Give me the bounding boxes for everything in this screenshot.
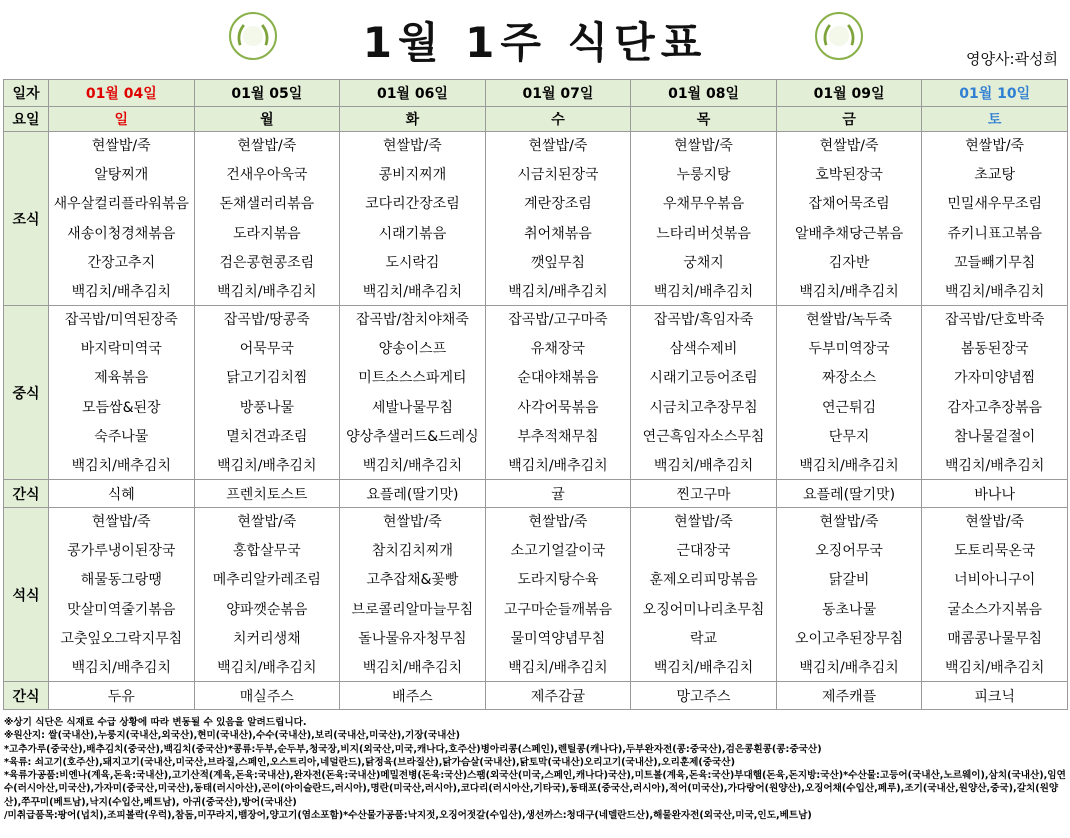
date-cell: 01월 09일 bbox=[776, 80, 922, 107]
weekday-cell: 토 bbox=[922, 107, 1068, 132]
lunch-label: 중식 bbox=[4, 306, 49, 480]
menu-item-list bbox=[340, 136, 485, 302]
date-cell: 01월 08일 bbox=[631, 80, 777, 107]
menu-item: 고추잡채&꽃빵 bbox=[366, 572, 459, 589]
menu-item: 숙주나물 bbox=[94, 428, 149, 445]
dinner-cell bbox=[776, 508, 922, 682]
weekday-label: 요일 bbox=[4, 107, 49, 132]
menu-item: 맛살미역줄기볶음 bbox=[67, 601, 176, 618]
menu-item-list bbox=[195, 310, 340, 476]
menu-item: 양상추샐러드&드레싱 bbox=[346, 428, 479, 445]
lunch-cell bbox=[340, 306, 486, 480]
weekday-cell: 화 bbox=[340, 107, 486, 132]
lunch-cell bbox=[631, 306, 777, 480]
menu-item-list bbox=[922, 310, 1067, 476]
menu-item: 참치김치찌개 bbox=[371, 543, 453, 560]
menu-item: 두부미역장국 bbox=[808, 341, 890, 358]
snack-row-1 bbox=[4, 480, 1068, 508]
menu-item: 시금치된장국 bbox=[517, 167, 599, 184]
menu-item: 현쌀밥/죽 bbox=[674, 514, 733, 530]
menu-item: 멸치견과조림 bbox=[226, 428, 308, 445]
menu-item: 돌나물유자청무침 bbox=[358, 630, 467, 647]
school-logo-right bbox=[815, 12, 863, 60]
menu-item: 현쌀밥/죽 bbox=[819, 138, 879, 154]
menu-item: 현쌀밥/죽 bbox=[674, 138, 733, 154]
menu-item: 백김치/배추김치 bbox=[799, 659, 899, 676]
menu-item: 미트소스스파게티 bbox=[358, 370, 467, 387]
menu-item: 동초나물 bbox=[822, 601, 877, 618]
menu-item: 백김치/배추김치 bbox=[71, 457, 171, 474]
menu-item: 삼색수제비 bbox=[669, 341, 738, 358]
page-title: 1월 1주 식단표 bbox=[362, 18, 708, 67]
note-line: ※원산지: 쌀(국내산),누룽지(국내산,외국산),현미(국내산),수수(국내산),보리(국내산,미국산),기장(국내산) bbox=[4, 730, 461, 742]
menu-item: 간장고추지 bbox=[87, 254, 156, 271]
menu-item: 백김치/배추김치 bbox=[944, 283, 1045, 300]
menu-item: 백김치/배추김치 bbox=[71, 659, 171, 676]
menu-item: 고구마순들깨볶음 bbox=[503, 601, 613, 618]
snack-item: 찐고구마 bbox=[631, 480, 777, 508]
menu-item: 유채장국 bbox=[530, 341, 586, 358]
menu-item-list bbox=[777, 136, 922, 302]
menu-item: 양송이스프 bbox=[378, 341, 447, 358]
snack-item: 망고주스 bbox=[631, 682, 777, 710]
lunch-row bbox=[4, 306, 1068, 480]
menu-item: 단무지 bbox=[828, 428, 870, 445]
menu-item-list bbox=[195, 136, 340, 302]
menu-item: 현쌀밥/죽 bbox=[382, 138, 442, 154]
menu-item: 콩비지찌개 bbox=[378, 167, 447, 184]
breakfast-cell bbox=[485, 132, 631, 306]
snack-item: 제주감귤 bbox=[485, 682, 631, 710]
menu-item: 백김치/배추김치 bbox=[362, 283, 463, 300]
note-line: /미취급품목:팡어(넙치),조피볼락(우럭),참돔,미꾸라지,뱀장어,양고기(염소포함)*수산물가공품:낙지젓,오징어젓갈(수입산),생선까스:청대구(네델란드산),해물완자전(외국산,미국,인도,베트남) bbox=[4, 810, 812, 822]
snack-item: 프렌치토스트 bbox=[194, 480, 340, 508]
leaf-wreath-icon bbox=[817, 14, 861, 58]
dinner-cell bbox=[340, 508, 486, 682]
breakfast-row bbox=[4, 132, 1068, 306]
menu-item: 취어채볶음 bbox=[524, 225, 592, 242]
menu-item: 현쌀밥/죽 bbox=[91, 514, 151, 530]
menu-item: 도라지탕수육 bbox=[517, 572, 599, 589]
menu-item: 잡곡밥/땅콩죽 bbox=[223, 312, 310, 328]
snack-item: 두유 bbox=[49, 682, 195, 710]
page-header bbox=[0, 0, 1070, 80]
menu-item: 현쌀밥/죽 bbox=[237, 514, 297, 530]
menu-item: 백김치/배추김치 bbox=[799, 283, 899, 300]
menu-item: 백김치/배추김치 bbox=[362, 457, 463, 474]
weekday-cell: 목 bbox=[631, 107, 777, 132]
menu-item: 호박된장국 bbox=[815, 167, 883, 184]
menu-item: 제육볶음 bbox=[94, 370, 149, 387]
snack-item: 귤 bbox=[485, 480, 631, 508]
menu-item: 궁채지 bbox=[683, 254, 724, 271]
menu-item: 시래기볶음 bbox=[378, 225, 447, 242]
note-line: *육류가공품:비엔나(계육,돈육:국내산),고기산적(계육,돈육:국내산),완자전(돈육:국내산)메밀전병(돈육:국산)스팸(외국산(미국,스페인,캐나다)국산),미트볼(계육,돈육:국산)부대햄(돈육,돈지방:국산)*수산물:고등어(국내산,노르웨이),삼치(국내산),임연수(러시아산,미국산),가자미(중국산,미국산),동태(러시아산),곤이(아이슬란드,러시아),명란(미국산,러시아),코다리(러시아산,기타국),동태포(중국산,러시아),적어(미국산),가다랑어(원양산),오징어채(수입산,페루),조기(국내산,원양산,중국),갈치(원양산),쭈꾸미(베트남),낙지(수입산,베트남), 아귀(중국산),방어(국내산) bbox=[4, 770, 1066, 808]
menu-item: 현쌀밥/죽 bbox=[91, 138, 151, 154]
breakfast-cell bbox=[776, 132, 922, 306]
menu-item-list bbox=[340, 512, 485, 678]
menu-item: 백김치/배추김치 bbox=[653, 283, 754, 300]
breakfast-cell bbox=[922, 132, 1068, 306]
menu-item-list bbox=[49, 136, 194, 302]
menu-item: 연근흑임자소스무침 bbox=[642, 428, 765, 445]
menu-item: 건새우아욱국 bbox=[226, 167, 308, 184]
weekday-row bbox=[4, 107, 1068, 132]
snack-item: 식혜 bbox=[49, 480, 195, 508]
menu-item: 콩가루냉이된장국 bbox=[67, 543, 176, 560]
snack-row-2 bbox=[4, 682, 1068, 710]
snack-label: 간식 bbox=[4, 480, 49, 508]
menu-item: 민밀새우무조림 bbox=[947, 196, 1043, 213]
date-cell: 01월 04일 bbox=[49, 80, 195, 107]
weekday-cell: 수 bbox=[485, 107, 631, 132]
menu-item: 돈채샐러리볶음 bbox=[219, 196, 315, 213]
lunch-cell bbox=[194, 306, 340, 480]
menu-item: 백김치/배추김치 bbox=[508, 659, 608, 676]
menu-item: 백김치/배추김치 bbox=[944, 457, 1045, 474]
menu-item-list bbox=[631, 512, 776, 678]
dinner-cell bbox=[922, 508, 1068, 682]
menu-item: 시금치고추장무침 bbox=[649, 399, 758, 416]
menu-item: 현쌀밥/녹두죽 bbox=[806, 312, 893, 328]
note-line: *육류: 쇠고기(호주산),돼지고기(국내산,미국산,브라질,스페인,오스트리아,네덜란드),닭정육(브라질산),닭가슴살(국내산),닭토막(국내산)오리고기(국내산),오리훈제(중국산) bbox=[4, 756, 735, 768]
menu-item: 고춧잎오그락지무침 bbox=[60, 630, 183, 647]
menu-item: 백김치/배추김치 bbox=[799, 457, 899, 474]
menu-item: 닭고기김치찜 bbox=[226, 370, 308, 387]
weekly-menu-table bbox=[3, 79, 1068, 710]
date-cell: 01월 10일 bbox=[922, 80, 1068, 107]
menu-item-list bbox=[486, 512, 631, 678]
menu-item-list bbox=[49, 310, 194, 476]
menu-item-list bbox=[486, 136, 631, 302]
snack-item: 바나나 bbox=[922, 480, 1068, 508]
menu-item: 잡곡밥/미역된장죽 bbox=[64, 312, 178, 328]
menu-item-list bbox=[777, 310, 922, 476]
menu-item: 알배추채당근볶음 bbox=[794, 225, 904, 242]
menu-item: 방풍나물 bbox=[239, 399, 294, 416]
nutritionist-name: 영양사:곽성희 bbox=[966, 50, 1058, 68]
menu-item: 알탕찌개 bbox=[94, 167, 149, 184]
menu-item: 백김치/배추김치 bbox=[944, 659, 1045, 676]
menu-item-list bbox=[49, 512, 194, 678]
dinner-cell bbox=[631, 508, 777, 682]
dinner-cell bbox=[485, 508, 631, 682]
dinner-row bbox=[4, 508, 1068, 682]
menu-item: 잡곡밥/참치야채죽 bbox=[355, 312, 469, 328]
menu-item: 소고기얼갈이국 bbox=[510, 543, 606, 560]
menu-item: 순대야채볶음 bbox=[517, 370, 599, 387]
menu-item: 느타리버섯볶음 bbox=[656, 225, 751, 242]
weekday-cell: 월 bbox=[194, 107, 340, 132]
breakfast-cell bbox=[340, 132, 486, 306]
menu-item: 백김치/배추김치 bbox=[508, 457, 608, 474]
snack-item: 요플레(딸기맛) bbox=[340, 480, 486, 508]
lunch-cell bbox=[922, 306, 1068, 480]
breakfast-cell bbox=[631, 132, 777, 306]
menu-item: 너비아니구이 bbox=[954, 572, 1036, 589]
menu-item: 계란장조림 bbox=[524, 196, 592, 213]
menu-item: 백김치/배추김치 bbox=[362, 659, 463, 676]
snack-item: 매실주스 bbox=[194, 682, 340, 710]
menu-item-list bbox=[777, 512, 922, 678]
menu-item: 백김치/배추김치 bbox=[653, 457, 754, 474]
menu-item: 굴소스가지볶음 bbox=[947, 601, 1043, 618]
menu-item: 현쌀밥/죽 bbox=[819, 514, 879, 530]
menu-item-list bbox=[631, 310, 776, 476]
snack-item: 배주스 bbox=[340, 682, 486, 710]
weekday-cell: 일 bbox=[49, 107, 195, 132]
menu-item: 백김치/배추김치 bbox=[217, 659, 317, 676]
snack-item: 제주캐플 bbox=[776, 682, 922, 710]
menu-item: 현쌀밥/죽 bbox=[965, 514, 1025, 530]
menu-item: 브로콜리알마늘무침 bbox=[351, 601, 474, 618]
menu-item: 봄동된장국 bbox=[960, 341, 1029, 358]
menu-item: 치커리생채 bbox=[233, 630, 301, 647]
dinner-cell bbox=[49, 508, 195, 682]
breakfast-label: 조식 bbox=[4, 132, 49, 306]
lunch-cell bbox=[49, 306, 195, 480]
date-cell: 01월 05일 bbox=[194, 80, 340, 107]
lunch-cell bbox=[485, 306, 631, 480]
menu-item: 오징어미나리초무침 bbox=[642, 601, 765, 618]
menu-item: 백김치/배추김치 bbox=[653, 659, 754, 676]
menu-item: 꼬들빼기무침 bbox=[954, 254, 1036, 271]
menu-item-list bbox=[631, 136, 776, 302]
menu-item: 감자고추장볶음 bbox=[947, 399, 1043, 416]
origin-notes bbox=[4, 716, 1066, 822]
menu-item: 연근튀김 bbox=[822, 399, 877, 416]
menu-item: 우채무우볶음 bbox=[662, 196, 745, 213]
menu-item: 짜장소스 bbox=[822, 370, 877, 387]
note-line: *고추가루(중국산),배추김치(중국산),백김치(중국산)*콩류:두부,순두부,청국장,비지(외국산,미국,캐나다,호주산)병아리콩(스페인),렌틸콩(캐나다),두부완자전(콩:중국산),검은콩흰콩(콩:중국산) bbox=[4, 743, 822, 755]
date-row bbox=[4, 80, 1068, 107]
menu-item: 물미역양념무침 bbox=[510, 630, 606, 647]
menu-item: 오이고추된장무침 bbox=[794, 630, 904, 647]
snack-label: 간식 bbox=[4, 682, 49, 710]
snack-item: 요플레(딸기맛) bbox=[776, 480, 922, 508]
menu-item: 누룽지탕 bbox=[676, 167, 731, 184]
menu-item: 현쌀밥/죽 bbox=[965, 138, 1025, 154]
menu-item: 백김치/배추김치 bbox=[71, 283, 171, 300]
menu-item: 코다리간장조림 bbox=[365, 196, 460, 213]
menu-item-list bbox=[340, 310, 485, 476]
menu-item: 바지락미역국 bbox=[80, 341, 162, 358]
menu-item-list bbox=[195, 512, 340, 678]
menu-item: 도라지볶음 bbox=[233, 225, 301, 242]
menu-item: 매콤콩나물무침 bbox=[947, 630, 1043, 647]
menu-item: 현쌀밥/죽 bbox=[382, 514, 442, 530]
menu-item: 백김치/배추김치 bbox=[217, 457, 317, 474]
menu-item: 새송이청경채볶음 bbox=[67, 225, 176, 242]
dinner-label: 석식 bbox=[4, 508, 49, 682]
menu-item: 오징어무국 bbox=[815, 543, 883, 560]
lunch-cell bbox=[776, 306, 922, 480]
breakfast-cell bbox=[194, 132, 340, 306]
note-line: ※상기 식단은 식재료 수급 상황에 따라 변동될 수 있음을 알려드립니다. bbox=[4, 717, 307, 728]
menu-item: 해물동그랑땡 bbox=[80, 572, 162, 589]
breakfast-cell bbox=[49, 132, 195, 306]
menu-item: 닭갈비 bbox=[828, 572, 870, 589]
snack-item: 피크닉 bbox=[922, 682, 1068, 710]
menu-item: 모듬쌈&된장 bbox=[82, 399, 161, 416]
menu-item: 홍합살무국 bbox=[233, 543, 301, 560]
menu-item: 새우살컬리플라워볶음 bbox=[53, 196, 189, 213]
menu-item: 도토리묵온국 bbox=[954, 543, 1036, 560]
menu-item: 도시락김 bbox=[385, 254, 440, 271]
menu-item: 부추적채무침 bbox=[517, 428, 599, 445]
menu-item: 현쌀밥/죽 bbox=[528, 138, 588, 154]
date-cell: 01월 06일 bbox=[340, 80, 486, 107]
date-label: 일자 bbox=[4, 80, 49, 107]
menu-item: 잡곡밥/고구마죽 bbox=[508, 312, 608, 328]
menu-item: 백김치/배추김치 bbox=[217, 283, 317, 300]
menu-item: 어묵무국 bbox=[239, 341, 294, 358]
menu-item: 잡곡밥/흑임자죽 bbox=[653, 312, 754, 328]
menu-item: 양파깻순볶음 bbox=[226, 601, 308, 618]
menu-item: 훈제오리피망볶음 bbox=[649, 572, 758, 589]
menu-item: 가자미양념찜 bbox=[954, 370, 1036, 387]
dinner-cell bbox=[194, 508, 340, 682]
menu-item: 현쌀밥/죽 bbox=[528, 514, 588, 530]
menu-item: 메추리알카레조림 bbox=[212, 572, 321, 589]
menu-item: 검은콩현콩조림 bbox=[219, 254, 315, 271]
menu-item: 잡채어묵조림 bbox=[808, 196, 890, 213]
menu-item: 잡곡밥/단호박죽 bbox=[944, 312, 1045, 328]
menu-item-list bbox=[486, 310, 631, 476]
menu-item: 세발나물무침 bbox=[371, 399, 453, 416]
menu-item: 사각어묵볶음 bbox=[517, 399, 599, 416]
date-cell: 01월 07일 bbox=[485, 80, 631, 107]
menu-item: 참나물겉절이 bbox=[954, 428, 1036, 445]
menu-item: 깻잎무침 bbox=[530, 254, 586, 271]
menu-item: 시래기고등어조림 bbox=[649, 370, 758, 387]
menu-item-list bbox=[922, 136, 1067, 302]
menu-item: 초교탕 bbox=[974, 167, 1015, 184]
menu-item: 백김치/배추김치 bbox=[508, 283, 608, 300]
menu-item: 현쌀밥/죽 bbox=[237, 138, 297, 154]
menu-item: 락교 bbox=[690, 630, 718, 647]
menu-item: 쥬키니표고볶음 bbox=[947, 225, 1043, 242]
menu-item-list bbox=[922, 512, 1067, 678]
menu-item: 근대장국 bbox=[676, 543, 731, 560]
weekday-cell: 금 bbox=[776, 107, 922, 132]
menu-item: 김자반 bbox=[828, 254, 870, 271]
